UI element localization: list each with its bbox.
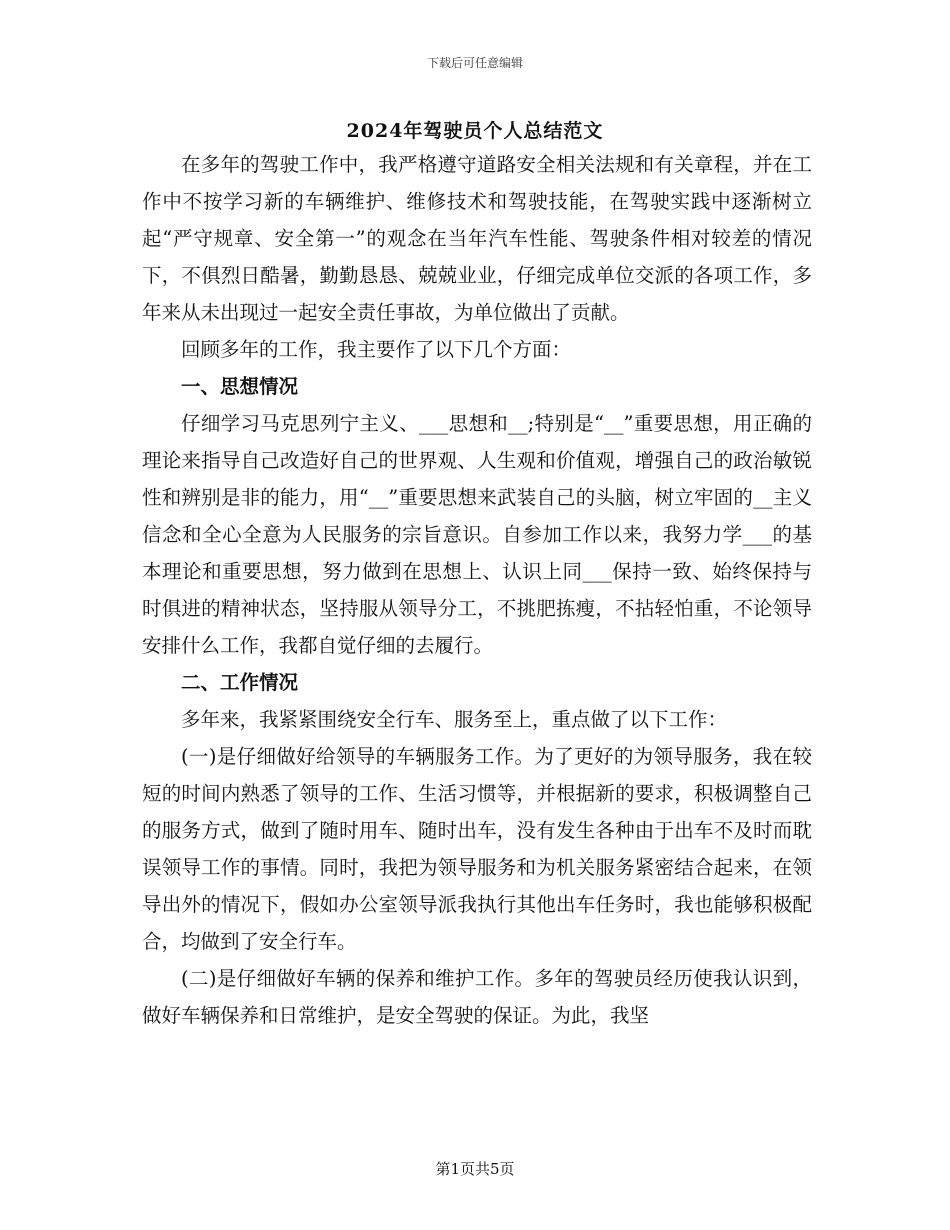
work-item-2-paragraph: (二)是仔细做好车辆的保养和维护工作。多年的驾驶员经历使我认识到，做好车辆保养和日常维护，是安全驾驶的保证。为此，我坚 (142, 967, 812, 1027)
page-footer: 第1页共5页 (435, 1160, 515, 1178)
review-paragraph: 回顾多年的工作，我主要作了以下几个方面： (181, 338, 572, 361)
section-heading-thought: 一、思想情况 (181, 375, 299, 398)
section-heading-work: 二、工作情况 (181, 671, 299, 694)
header-note: 下载后可任意编辑 (426, 56, 523, 70)
document-title: 2024年驾驶员个人总结范文 (346, 120, 604, 142)
work-item-1-paragraph: (一)是仔细做好给领导的车辆服务工作。为了更好的为领导服务，我在较短的时间内熟悉了领导的工作、生活习惯等，并根据新的要求，积极调整自己的服务方式，做到了随时用车、随时出车，没有发生各种由于出车不及时而耽误领导工作的事情。同时，我把为领导服务和为机关服务紧密结合起来，在领导出外的情况下，假如办公室领导派我执行其他出车任务时，我也能够积极配合，均做到了安全行车。 (142, 745, 812, 953)
document-body (142, 146, 812, 1034)
intro-paragraph: 在多年的驾驶工作中，我严格遵守道路安全相关法规和有关章程，并在工作中不按学习新的车辆维护、维修技术和驾驶技能，在驾驶实践中逐渐树立起“严守规章、安全第一”的观念在当年汽车性能、驾驶条件相对较差的情况下，不俱烈日酷暑，勤勤恳恳、兢兢业业，仔细完成单位交派的各项工作，多年来从未出现过一起安全责任事故，为单位做出了贡献。 (142, 153, 812, 324)
thought-paragraph: 仔细学习马克思列宁主义、___思想和__;特别是“__”重要思想，用正确的理论来指导自己改造好自己的世界观、人生观和价值观，增强自己的政治敏锐性和辨别是非的能力，用“__”重要思想来武装自己的头脑，树立牢固的__主义信念和全心全意为人民服务的宗旨意识。自参加工作以来，我努力学___的基本理论和重要思想，努力做到在思想上、认识上同___保持一致、始终保持与时俱进的精神状态，坚持服从领导分工，不挑肥拣瘦，不拈轻怕重，不论领导安排什么工作，我都自觉仔细的去履行。 (142, 412, 812, 657)
work-intro-paragraph: 多年来，我紧紧围绕安全行车、服务至上，重点做了以下工作： (181, 708, 728, 731)
